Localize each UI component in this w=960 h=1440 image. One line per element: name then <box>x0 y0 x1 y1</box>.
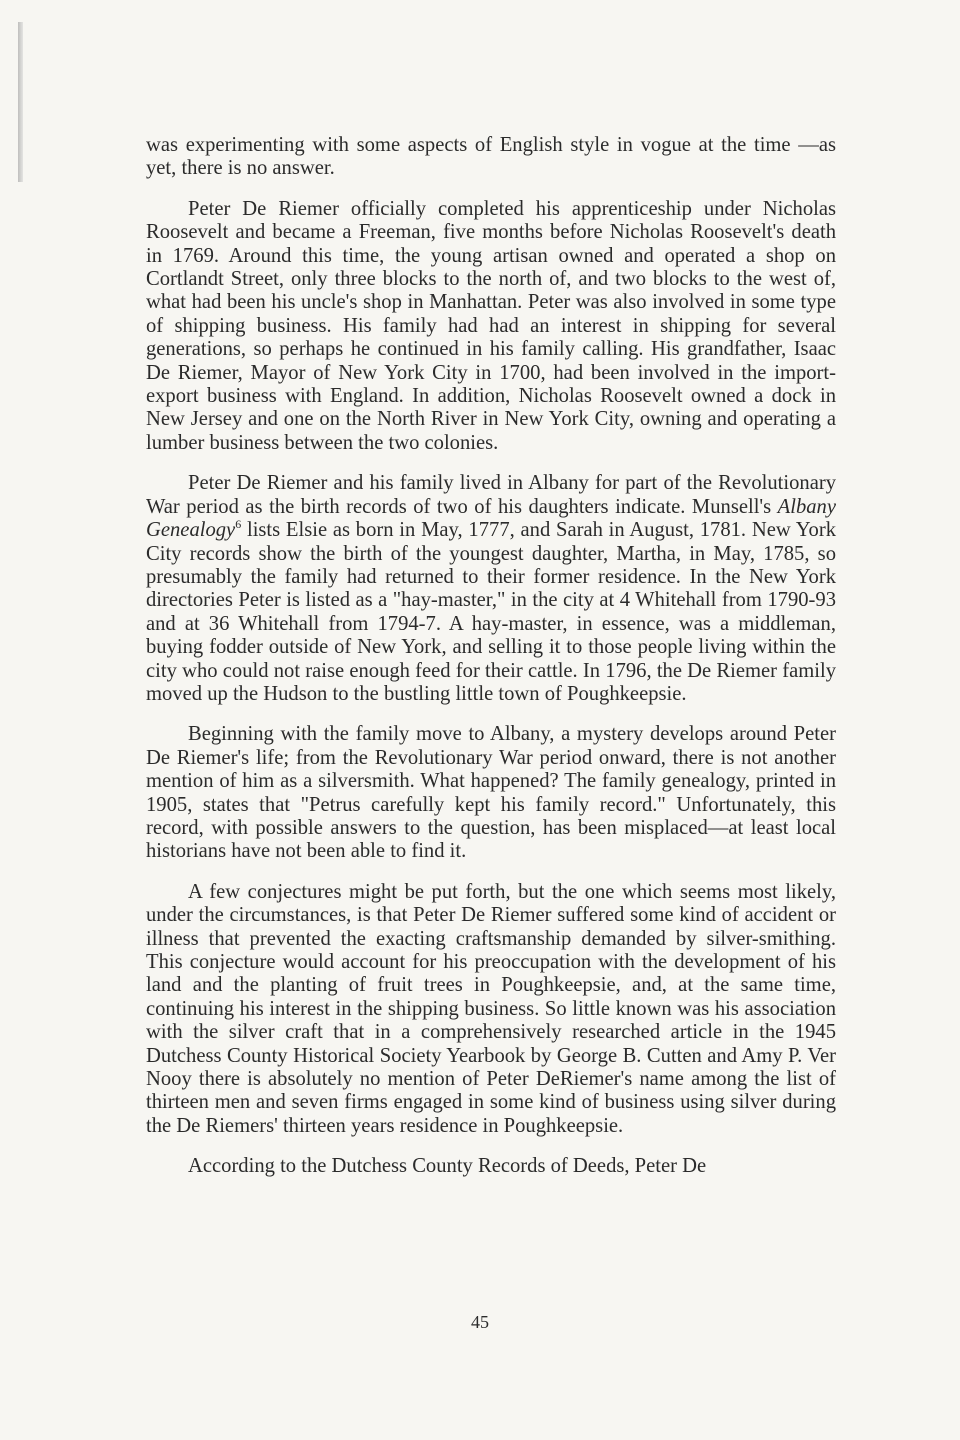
page-number: 45 <box>471 1312 489 1332</box>
page-body <box>146 134 836 1196</box>
paragraph-3 <box>146 472 836 706</box>
book-title: Albany Genealogy <box>146 495 836 542</box>
paragraph-2: Peter De Riemer officially completed his apprenticeship under Nicholas Roosevelt and became a Freeman, five months before Nicholas Roosevelt's death in 1769. Around this time, the young artisan owned and operated a shop on Cortlandt Street, only three blocks to the north of, and two blocks to the west of, what had been his uncle's shop in Manhattan. Peter was also involved in some type of shipping business. His family had had an interest in shipping for several generations, so perhaps he continued in his family calling. His grandfather, Isaac De Riemer, Mayor of New York City in 1700, had been involved in the import-export business with England. In addition, Nicholas Roosevelt owned a dock in New Jersey and one on the North River in New York City, owning and operating a lumber business between the two colonies. <box>146 197 836 454</box>
page-binding-shadow <box>18 22 23 182</box>
paragraph-3-start: Peter De Riemer and his family lived in Albany for part of the Revolutionary War period as the birth records of two of his daughters indicate. Munsell's <box>146 472 836 518</box>
paragraph-6: According to the Dutchess County Records of Deeds, Peter De <box>188 1155 707 1178</box>
paragraph-3-end: lists Elsie as born in May, 1777, and Sarah in August, 1781. New York City records show the birth of the youngest daughter, Martha, in May, 1785, so presumably the family had returned to their former residence. In the New York directories Peter is listed as a "hay-master," in the city at 4 Whitehall from 1790-93 and at 36 Whitehall from 1794-7. A hay-master, in essence, was a middleman, buying fodder outside of New York, and selling it to those people living within the city who could not raise enough feed for their cattle. In 1796, the De Riemer family moved up the Hudson to the bustling little town of Poughkeepsie. <box>146 519 836 705</box>
paragraph-5: A few conjectures might be put forth, but the one which seems most likely, under the circumstances, is that Peter De Riemer suffered some kind of accident or illness that prevented the exacting craftsmanship demanded by silver-smithing. This conjecture would account for his preoccupation with the development of his land and the planting of fruit trees in Poughkeepsie, and, at the same time, continuing his interest in the shipping business. So little known was his association with the silver craft that in a comprehensively researched article in the 1945 Dutchess County Historical Society Yearbook by George B. Cutten and Amy P. Ver Nooy there is absolutely no mention of Peter DeRiemer's name among the list of thirteen men and seven firms engaged in some kind of business using silver during the De Riemers' thirteen years residence in Poughkeepsie. <box>146 880 836 1137</box>
paragraph-4: Beginning with the family move to Albany, a mystery develops around Peter De Riemer's life; from the Revolutionary War period onward, there is not another mention of him as a silversmith. What happened? The family genealogy, printed in 1905, states that "Petrus carefully kept his family record." Unfortunately, this record, with possible answers to the question, has been misplaced—at least local historians have not been able to find it. <box>146 723 836 863</box>
paragraph-1: was experimenting with some aspects of English style in vogue at the time —as yet, there is no answer. <box>146 134 836 180</box>
footnote-marker: 6 <box>235 517 242 532</box>
